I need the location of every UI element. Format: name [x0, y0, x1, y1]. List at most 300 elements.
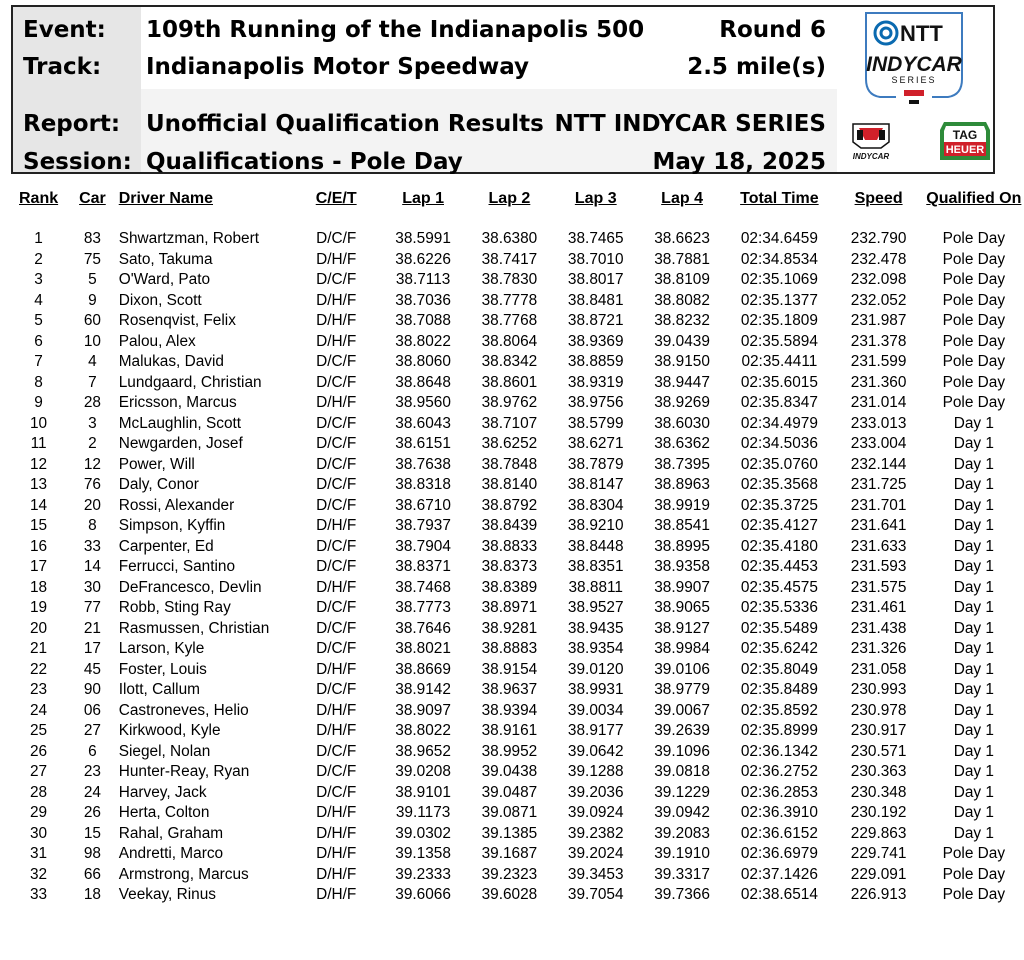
- lap2-cell: 39.0871: [481, 804, 538, 822]
- car-cell: 24: [83, 783, 101, 801]
- speed-cell: 229.863: [850, 824, 907, 842]
- lap2-cell: 38.8833: [481, 537, 538, 555]
- lap3-cell: 38.9931: [567, 681, 624, 699]
- col-header-cet: C/E/T: [315, 190, 357, 207]
- rank-cell: 15: [30, 517, 48, 535]
- total-time-cell: 02:35.4575: [740, 578, 818, 596]
- car-cell: 23: [83, 763, 101, 781]
- col-header-total-time: Total Time: [740, 190, 819, 207]
- speed-cell: 230.192: [850, 804, 907, 822]
- driver-name-cell: McLaughlin, Scott: [118, 414, 242, 432]
- lap1-cell: 39.2333: [395, 865, 451, 883]
- cet-cell: D/C/F: [316, 681, 357, 699]
- lap1-cell: 38.9142: [395, 681, 451, 699]
- car-cell: 26: [83, 804, 101, 822]
- col-header-qualified-on: Qualified On: [926, 190, 1022, 207]
- cet-cell: D/H/F: [316, 578, 357, 596]
- rank-cell: 5: [34, 312, 43, 330]
- lap2-cell: 38.9281: [481, 619, 538, 637]
- total-time-cell: 02:37.1426: [740, 865, 818, 883]
- driver-name-cell: Siegel, Nolan: [118, 742, 211, 760]
- total-time-cell: 02:38.6514: [740, 886, 818, 904]
- rank-cell: 14: [30, 496, 48, 514]
- lap3-cell: 38.9527: [567, 599, 624, 617]
- speed-cell: 231.014: [850, 394, 907, 412]
- lap3-cell: 38.7010: [567, 250, 624, 268]
- col-header-lap1: Lap 1: [402, 190, 444, 207]
- cet-cell: D/C/F: [316, 230, 357, 248]
- driver-name-cell: Newgarden, Josef: [118, 435, 243, 453]
- lap4-cell: 39.7366: [654, 886, 710, 904]
- lap3-cell: 38.8147: [567, 476, 624, 494]
- lap2-cell: 38.7417: [481, 250, 538, 268]
- car-cell: 2: [88, 435, 97, 453]
- speed-cell: 232.478: [850, 250, 907, 268]
- driver-name-cell: Sato, Takuma: [118, 250, 213, 268]
- lap1-cell: 38.9652: [395, 742, 451, 760]
- qualified-on-cell: Pole Day: [942, 271, 1006, 289]
- speed-cell: 230.993: [850, 681, 907, 699]
- cet-cell: D/H/F: [316, 824, 357, 842]
- lap4-cell: 38.9269: [654, 394, 710, 412]
- lap3-cell: 38.8017: [567, 271, 624, 289]
- lap3-cell: 38.6271: [567, 435, 624, 453]
- speed-cell: 230.917: [850, 722, 907, 740]
- total-time-cell: 02:35.4453: [740, 558, 818, 576]
- driver-name-cell: Hunter-Reay, Ryan: [118, 763, 250, 781]
- car-cell: 5: [88, 271, 97, 289]
- speed-cell: 231.701: [850, 496, 907, 514]
- rank-cell: 33: [30, 886, 48, 904]
- car-cell: 98: [83, 845, 101, 863]
- col-header-driver: Driver Name: [118, 190, 213, 207]
- lap1-cell: 39.1358: [395, 845, 451, 863]
- lap4-cell: 38.8541: [654, 517, 710, 535]
- rank-cell: 17: [30, 558, 48, 576]
- qualified-on-cell: Day 1: [953, 660, 994, 678]
- session-value: Qualifications - Pole Day: [146, 149, 463, 175]
- car-cell: 45: [83, 660, 101, 678]
- car-cell: 6: [88, 742, 97, 760]
- lap2-cell: 38.7830: [481, 271, 538, 289]
- rank-cell: 12: [30, 455, 48, 473]
- lap2-cell: 39.1385: [481, 824, 538, 842]
- car-cell: 9: [88, 291, 97, 309]
- lap3-cell: 38.8448: [567, 537, 624, 555]
- table-row: [11, 557, 1024, 578]
- lap3-cell: 38.9756: [567, 394, 624, 412]
- col-header-lap3: Lap 3: [574, 190, 617, 207]
- car-cell: 4: [88, 353, 97, 371]
- lap4-cell: 38.8109: [654, 271, 710, 289]
- cet-cell: D/C/F: [316, 783, 357, 801]
- car-cell: 77: [83, 599, 101, 617]
- rank-cell: 3: [34, 271, 43, 289]
- table-row: [11, 475, 1024, 496]
- table-row: [11, 516, 1024, 537]
- car-cell: 75: [83, 250, 101, 268]
- lap4-cell: 38.6362: [654, 435, 710, 453]
- lap3-cell: 39.3453: [567, 865, 624, 883]
- speed-cell: 230.978: [850, 701, 907, 719]
- total-time-cell: 02:35.4180: [740, 537, 818, 555]
- car-cell: 14: [83, 558, 101, 576]
- table-row: [11, 578, 1024, 599]
- series-name: NTT INDYCAR SERIES: [554, 111, 826, 137]
- qualified-on-cell: Day 1: [953, 824, 994, 842]
- total-time-cell: 02:36.1342: [740, 742, 818, 760]
- driver-name-cell: Armstrong, Marcus: [118, 865, 249, 883]
- rank-cell: 21: [30, 640, 48, 658]
- car-cell: 83: [83, 230, 101, 248]
- lap1-cell: 38.7036: [395, 291, 451, 309]
- cet-cell: D/H/F: [316, 660, 357, 678]
- total-time-cell: 02:35.5336: [740, 599, 818, 617]
- speed-cell: 231.575: [850, 578, 907, 596]
- car-cell: 3: [88, 414, 97, 432]
- speed-cell: 231.725: [850, 476, 907, 494]
- driver-name-cell: Power, Will: [118, 455, 195, 473]
- cet-cell: D/C/F: [316, 373, 357, 391]
- indycar-logo: [845, 122, 897, 162]
- driver-name-cell: Shwartzman, Robert: [118, 230, 260, 248]
- speed-cell: 230.363: [850, 763, 907, 781]
- car-cell: 30: [83, 578, 101, 596]
- cet-cell: D/C/F: [316, 619, 357, 637]
- car-cell: 76: [83, 476, 101, 494]
- car-cell: 27: [83, 722, 101, 740]
- table-row: [11, 803, 1024, 824]
- lap3-cell: 38.7465: [567, 230, 624, 248]
- table-row: [11, 311, 1024, 332]
- cet-cell: D/H/F: [316, 865, 357, 883]
- lap1-cell: 38.7468: [395, 578, 451, 596]
- col-header-speed: Speed: [854, 190, 903, 207]
- tag-heuer-logo: [938, 120, 992, 166]
- car-cell: 10: [83, 332, 101, 350]
- table-row: [11, 598, 1024, 619]
- qualification-results-table: [11, 190, 1024, 906]
- lap1-cell: 38.8022: [395, 722, 451, 740]
- lap3-cell: 39.2024: [567, 845, 624, 863]
- svg-text:TAG: TAG: [952, 128, 978, 142]
- total-time-cell: 02:35.8999: [740, 722, 818, 740]
- lap4-cell: 38.8995: [654, 537, 710, 555]
- lap4-cell: 38.8082: [654, 291, 710, 309]
- table-row: [11, 619, 1024, 640]
- rank-cell: 11: [30, 435, 47, 453]
- lap2-cell: 38.9154: [481, 660, 538, 678]
- col-header-lap2: Lap 2: [488, 190, 531, 207]
- lap4-cell: 39.0067: [654, 701, 710, 719]
- driver-name-cell: O'Ward, Pato: [118, 271, 211, 289]
- table-row: [11, 783, 1024, 804]
- driver-name-cell: Ericsson, Marcus: [118, 394, 237, 412]
- rank-cell: 23: [30, 681, 48, 699]
- table-row: [11, 844, 1024, 865]
- total-time-cell: 02:35.6015: [740, 373, 818, 391]
- driver-name-cell: Veekay, Rinus: [118, 886, 216, 904]
- cet-cell: D/C/F: [316, 640, 357, 658]
- cet-cell: D/H/F: [316, 312, 357, 330]
- table-row: [11, 291, 1024, 312]
- total-time-cell: 02:34.8534: [740, 250, 818, 268]
- lap3-cell: 38.5799: [567, 414, 624, 432]
- table-row: [11, 352, 1024, 373]
- lap3-cell: 38.8481: [567, 291, 624, 309]
- lap4-cell: 39.0106: [654, 660, 710, 678]
- table-row: [11, 373, 1024, 394]
- rank-cell: 24: [30, 701, 48, 719]
- qualified-on-cell: Day 1: [953, 619, 994, 637]
- cet-cell: D/C/F: [316, 435, 357, 453]
- rank-cell: 1: [34, 230, 43, 248]
- round-label: Round 6: [719, 17, 826, 43]
- speed-cell: 231.360: [850, 373, 907, 391]
- lap3-cell: 38.8721: [567, 312, 624, 330]
- car-cell: 7: [88, 373, 97, 391]
- lap4-cell: 38.9127: [654, 619, 710, 637]
- lap1-cell: 38.7113: [395, 271, 451, 289]
- lap4-cell: 39.2083: [654, 824, 710, 842]
- qualified-on-cell: Pole Day: [942, 394, 1006, 412]
- table-row: [11, 496, 1024, 517]
- svg-text:INDYCAR: INDYCAR: [866, 53, 962, 76]
- qualified-on-cell: Pole Day: [942, 312, 1006, 330]
- track-label: Track:: [23, 54, 102, 80]
- driver-name-cell: Rossi, Alexander: [118, 496, 235, 514]
- qualified-on-cell: Pole Day: [942, 353, 1006, 371]
- lap4-cell: 39.0818: [654, 763, 710, 781]
- cet-cell: D/H/F: [316, 291, 357, 309]
- lap4-cell: 39.1229: [654, 783, 710, 801]
- speed-cell: 229.741: [850, 845, 907, 863]
- lap1-cell: 38.9560: [395, 394, 451, 412]
- cet-cell: D/H/F: [316, 517, 357, 535]
- qualified-on-cell: Day 1: [953, 517, 994, 535]
- svg-text:HEUER: HEUER: [945, 144, 985, 156]
- lap3-cell: 39.1288: [567, 763, 624, 781]
- table-header-row: [11, 190, 1024, 218]
- ntt-indycar-series-logo: [852, 7, 976, 113]
- lap3-cell: 38.9319: [567, 373, 624, 391]
- rank-cell: 31: [30, 845, 48, 863]
- rank-cell: 22: [30, 660, 48, 678]
- driver-name-cell: Palou, Alex: [118, 332, 196, 350]
- cet-cell: D/C/F: [316, 599, 357, 617]
- lap1-cell: 38.7773: [395, 599, 451, 617]
- qualified-on-cell: Day 1: [953, 640, 994, 658]
- speed-cell: 231.987: [850, 312, 907, 330]
- lap1-cell: 38.6151: [395, 435, 451, 453]
- car-cell: 33: [83, 537, 101, 555]
- speed-cell: 231.599: [850, 353, 907, 371]
- car-cell: 17: [83, 640, 101, 658]
- lap3-cell: 38.7879: [567, 455, 624, 473]
- lap2-cell: 38.9952: [481, 742, 538, 760]
- lap2-cell: 38.7107: [481, 414, 538, 432]
- driver-name-cell: Rahal, Graham: [118, 824, 224, 842]
- lap1-cell: 38.7088: [395, 312, 451, 330]
- lap2-cell: 38.8342: [481, 353, 538, 371]
- lap4-cell: 39.0439: [654, 332, 710, 350]
- qualified-on-cell: Pole Day: [942, 332, 1006, 350]
- cet-cell: D/C/F: [316, 476, 357, 494]
- qualified-on-cell: Pole Day: [942, 250, 1006, 268]
- driver-name-cell: Robb, Sting Ray: [118, 599, 231, 617]
- lap3-cell: 38.9177: [567, 722, 624, 740]
- col-header-car: Car: [79, 190, 106, 207]
- qualified-on-cell: Day 1: [953, 701, 994, 719]
- speed-cell: 229.091: [850, 865, 907, 883]
- lap3-cell: 39.0642: [567, 742, 624, 760]
- lap4-cell: 38.6030: [654, 414, 710, 432]
- rank-cell: 19: [30, 599, 48, 617]
- cet-cell: D/C/F: [316, 558, 357, 576]
- lap4-cell: 38.9907: [654, 578, 710, 596]
- driver-name-cell: Rasmussen, Christian: [118, 619, 270, 637]
- qualified-on-cell: Day 1: [953, 783, 994, 801]
- lap4-cell: 38.9447: [654, 373, 710, 391]
- qualified-on-cell: Day 1: [953, 599, 994, 617]
- lap2-cell: 38.8064: [481, 332, 538, 350]
- table-row: [11, 434, 1024, 455]
- rank-cell: 28: [30, 783, 48, 801]
- cet-cell: D/H/F: [316, 332, 357, 350]
- lap2-cell: 39.1687: [481, 845, 538, 863]
- lap3-cell: 39.7054: [567, 886, 624, 904]
- cet-cell: D/C/F: [316, 537, 357, 555]
- speed-cell: 231.058: [850, 660, 907, 678]
- lap2-cell: 38.8601: [481, 373, 538, 391]
- table-row: [11, 455, 1024, 476]
- qualified-on-cell: Pole Day: [942, 845, 1006, 863]
- lap1-cell: 38.9097: [395, 701, 451, 719]
- lap1-cell: 38.6043: [395, 414, 451, 432]
- driver-name-cell: DeFrancesco, Devlin: [118, 578, 262, 596]
- speed-cell: 232.790: [850, 230, 907, 248]
- lap2-cell: 38.8140: [481, 476, 538, 494]
- driver-name-cell: Harvey, Jack: [118, 783, 207, 801]
- table-row: [11, 742, 1024, 763]
- lap3-cell: 38.9354: [567, 640, 624, 658]
- lap1-cell: 39.0208: [395, 763, 451, 781]
- total-time-cell: 02:35.3568: [740, 476, 818, 494]
- car-cell: 60: [83, 312, 101, 330]
- lap4-cell: 38.9358: [654, 558, 710, 576]
- table-row: [11, 229, 1024, 250]
- lap4-cell: 38.9779: [654, 681, 710, 699]
- driver-name-cell: Dixon, Scott: [118, 291, 202, 309]
- lap4-cell: 38.9150: [654, 353, 710, 371]
- lap1-cell: 38.6226: [395, 250, 451, 268]
- driver-name-cell: Castroneves, Helio: [118, 701, 249, 719]
- driver-name-cell: Kirkwood, Kyle: [118, 722, 221, 740]
- lap2-cell: 38.7778: [481, 291, 538, 309]
- lap3-cell: 39.2036: [567, 783, 624, 801]
- driver-name-cell: Daly, Conor: [118, 476, 199, 494]
- rank-cell: 9: [34, 394, 43, 412]
- qualified-on-cell: Day 1: [953, 804, 994, 822]
- car-cell: 15: [83, 824, 101, 842]
- qualified-on-cell: Day 1: [953, 722, 994, 740]
- svg-text:NTT: NTT: [900, 21, 943, 46]
- qualified-on-cell: Pole Day: [942, 886, 1006, 904]
- rank-cell: 32: [30, 865, 48, 883]
- cet-cell: D/H/F: [316, 804, 357, 822]
- table-row: [11, 537, 1024, 558]
- cet-cell: D/C/F: [316, 455, 357, 473]
- track-length: 2.5 mile(s): [687, 54, 826, 80]
- cet-cell: D/C/F: [316, 763, 357, 781]
- cet-cell: D/C/F: [316, 353, 357, 371]
- qualified-on-cell: Day 1: [953, 496, 994, 514]
- report-label: Report:: [23, 111, 121, 137]
- speed-cell: 231.438: [850, 619, 907, 637]
- table-row: [11, 865, 1024, 886]
- total-time-cell: 02:34.5036: [740, 435, 818, 453]
- rank-cell: 16: [30, 537, 48, 555]
- total-time-cell: 02:35.8489: [740, 681, 818, 699]
- driver-name-cell: Herta, Colton: [118, 804, 210, 822]
- lap1-cell: 38.8318: [395, 476, 451, 494]
- qualified-on-cell: Pole Day: [942, 865, 1006, 883]
- qualified-on-cell: Day 1: [953, 558, 994, 576]
- lap2-cell: 38.6380: [481, 230, 538, 248]
- cet-cell: D/C/F: [316, 271, 357, 289]
- lap2-cell: 38.8389: [481, 578, 538, 596]
- rank-cell: 4: [34, 291, 43, 309]
- lap4-cell: 39.1096: [654, 742, 710, 760]
- total-time-cell: 02:34.4979: [740, 414, 818, 432]
- rank-cell: 29: [30, 804, 48, 822]
- total-time-cell: 02:35.6242: [740, 640, 818, 658]
- driver-name-cell: Foster, Louis: [118, 660, 207, 678]
- car-cell: 28: [83, 394, 101, 412]
- total-time-cell: 02:35.5894: [740, 332, 818, 350]
- lap4-cell: 39.1910: [654, 845, 710, 863]
- lap3-cell: 38.8859: [567, 353, 624, 371]
- lap1-cell: 38.8371: [395, 558, 451, 576]
- cet-cell: D/C/F: [316, 742, 357, 760]
- lap4-cell: 39.2639: [654, 722, 710, 740]
- cet-cell: D/C/F: [316, 414, 357, 432]
- driver-name-cell: Lundgaard, Christian: [118, 373, 262, 391]
- col-header-rank: Rank: [19, 190, 59, 207]
- rank-cell: 6: [34, 332, 43, 350]
- event-value: 109th Running of the Indianapolis 500: [146, 17, 645, 43]
- lap1-cell: 39.0302: [395, 824, 451, 842]
- lap1-cell: 38.7904: [395, 537, 451, 555]
- total-time-cell: 02:35.1069: [740, 271, 818, 289]
- lap1-cell: 38.7646: [395, 619, 451, 637]
- driver-name-cell: Larson, Kyle: [118, 640, 205, 658]
- table-row: [11, 824, 1024, 845]
- speed-cell: 232.144: [850, 455, 907, 473]
- rank-cell: 10: [30, 414, 48, 432]
- rank-cell: 7: [34, 353, 43, 371]
- car-cell: 18: [83, 886, 101, 904]
- lap2-cell: 38.9762: [481, 394, 538, 412]
- cet-cell: D/H/F: [316, 845, 357, 863]
- lap2-cell: 38.6252: [481, 435, 538, 453]
- lap4-cell: 38.6623: [654, 230, 710, 248]
- report-date: May 18, 2025: [652, 149, 826, 175]
- table-row: [11, 639, 1024, 660]
- cet-cell: D/H/F: [316, 701, 357, 719]
- lap3-cell: 38.9435: [567, 619, 624, 637]
- lap2-cell: 38.9394: [481, 701, 538, 719]
